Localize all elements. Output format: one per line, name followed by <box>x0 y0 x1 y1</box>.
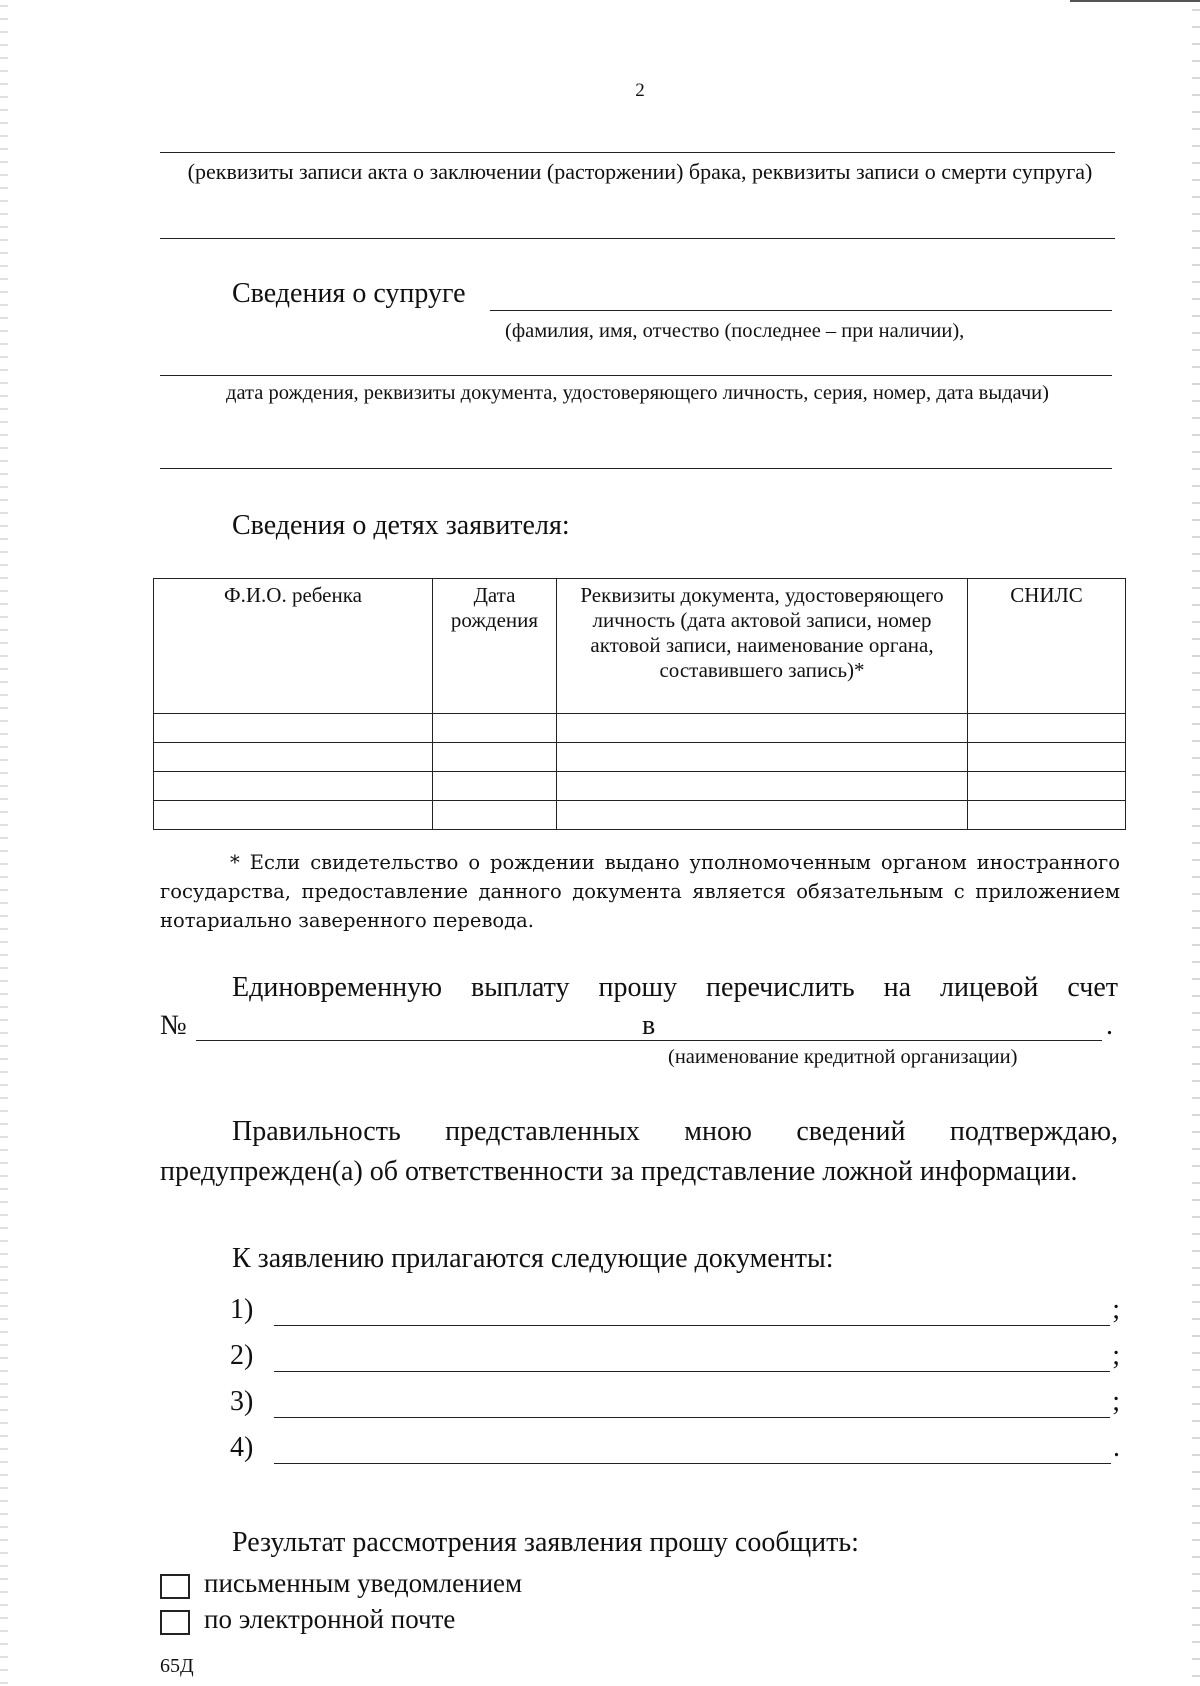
children-table <box>153 578 1126 830</box>
attachment-number: 4) <box>230 1432 254 1463</box>
marriage-record-line <box>160 152 1115 153</box>
children-label: Сведения о детях заявителя: <box>232 510 570 541</box>
table-row <box>154 743 1126 772</box>
checkbox[interactable] <box>160 1574 190 1599</box>
spouse-doc-caption: дата рождения, реквизиты документа, удостоверяющего личность, серия, номер, дата выдачи) <box>226 382 1049 404</box>
spouse-name-line <box>490 310 1112 311</box>
child-name-cell[interactable] <box>154 714 433 743</box>
table-row <box>154 801 1126 830</box>
snils-cell[interactable] <box>968 743 1126 772</box>
spouse-label: Сведения о супруге <box>232 278 466 309</box>
attachments-intro: К заявлению прилагаются следующие документы: <box>232 1243 834 1274</box>
checkbox[interactable] <box>160 1610 190 1635</box>
result-option-label: письменным уведомлением <box>204 1568 523 1598</box>
birth-date-cell[interactable] <box>433 801 557 830</box>
spouse-doc-line <box>160 375 1112 376</box>
birth-date-cell[interactable] <box>433 772 557 801</box>
attachment-number: 3) <box>230 1386 254 1417</box>
children-footnote: * Если свидетельство о рождении выдано уполномоченным органом иностранного государства, предоставление данного документа является обязательным с приложением нотариально заверенного перевода. <box>160 851 1120 932</box>
attachment-end: . <box>1113 1432 1120 1463</box>
header-child-name: Ф.И.О. ребенка <box>154 579 433 714</box>
payment-text: Единовременную выплату прошу перечислить на лицевой счет <box>232 972 1118 1003</box>
attachment-number: 2) <box>230 1340 254 1371</box>
attachment-row-1 <box>230 1288 1120 1326</box>
bank-name-field[interactable] <box>666 1040 1102 1041</box>
in-word: в <box>642 1010 656 1041</box>
scan-edge-right <box>1192 0 1200 1686</box>
attachment-field[interactable] <box>274 1433 1111 1464</box>
snils-cell[interactable] <box>968 772 1126 801</box>
attachment-field[interactable] <box>274 1341 1110 1372</box>
header-snils: СНИЛС <box>968 579 1126 714</box>
attachment-row-3 <box>230 1380 1120 1418</box>
result-option-email[interactable] <box>160 1604 455 1635</box>
page-number: 2 <box>635 80 645 101</box>
result-option-letter[interactable] <box>160 1568 522 1599</box>
header-identity-document: Реквизиты документа, удостоверяющего личность (дата актовой записи, номер актовой записи, наименование органа, составившего запись)* <box>557 579 968 714</box>
confirmation-text: Правильность представленных мною сведений подтверждаю, предупрежден(а) об ответственности за представление ложной информации. <box>160 1116 1118 1187</box>
payment-end-mark: . <box>1106 1010 1113 1041</box>
number-sign: № <box>160 1010 187 1041</box>
marriage-record-line-2 <box>160 238 1115 239</box>
result-intro: Результат рассмотрения заявления прошу сообщить: <box>232 1527 859 1558</box>
child-name-cell[interactable] <box>154 772 433 801</box>
child-name-cell[interactable] <box>154 801 433 830</box>
spouse-doc-line-2 <box>160 468 1112 469</box>
table-row <box>154 714 1126 743</box>
birth-date-cell[interactable] <box>433 743 557 772</box>
attachment-end: ; <box>1112 1294 1120 1325</box>
spouse-name-caption: (фамилия, имя, отчество (последнее – при наличии), <box>505 320 965 342</box>
table-row <box>154 772 1126 801</box>
attachment-row-4 <box>230 1426 1120 1464</box>
children-table-header <box>154 579 1126 714</box>
attachment-number: 1) <box>230 1294 254 1325</box>
identity-document-cell[interactable] <box>557 801 968 830</box>
identity-document-cell[interactable] <box>557 772 968 801</box>
attachment-row-2 <box>230 1334 1120 1372</box>
result-option-label: по электронной почте <box>204 1604 456 1634</box>
attachment-field[interactable] <box>274 1387 1110 1418</box>
snils-cell[interactable] <box>968 714 1126 743</box>
marriage-record-caption: (реквизиты записи акта о заключении (расторжении) брака, реквизиты записи о смерти супруга) <box>187 159 1093 184</box>
scan-edge-left <box>0 0 8 1686</box>
attachment-end: ; <box>1112 1340 1120 1371</box>
snils-cell[interactable] <box>968 801 1126 830</box>
identity-document-cell[interactable] <box>557 714 968 743</box>
child-name-cell[interactable] <box>154 743 433 772</box>
attachment-field[interactable] <box>274 1295 1110 1326</box>
form-code: 65Д <box>160 1655 194 1677</box>
attachment-end: ; <box>1112 1386 1120 1417</box>
identity-document-cell[interactable] <box>557 743 968 772</box>
header-birth-date: Дата рождения <box>433 579 557 714</box>
bank-caption: (наименование кредитной организации) <box>668 1046 1018 1068</box>
scan-top-line <box>1070 0 1200 2</box>
birth-date-cell[interactable] <box>433 714 557 743</box>
